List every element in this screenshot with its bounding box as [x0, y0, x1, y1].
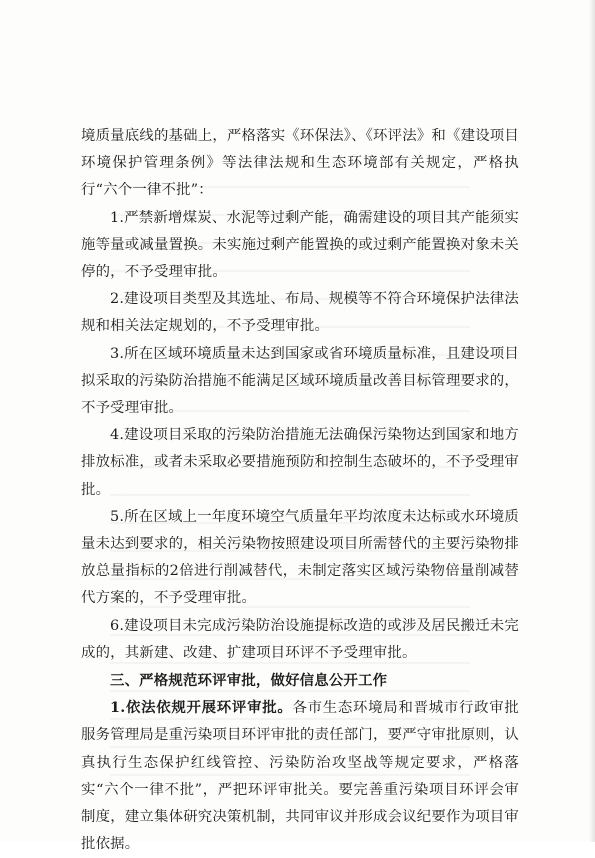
paragraph-lead-title: 1.依法依规开展环评审批。: [110, 699, 293, 717]
paragraph-lead-1: [81, 694, 519, 858]
rule-item-3: 3.所在区域环境质量未达到国家或省环境质量标准，且建设项目拟采取的污染防治措施不能满足区域环境质量改善目标管理要求的，不予受理审批。: [81, 345, 519, 417]
section-heading-3: 三、严格规范环评审批，做好信息公开工作: [110, 672, 388, 690]
rule-item-2: 2.建设项目类型及其选址、布局、规模等不符合环境保护法律法规和相关法定规划的，不予受理审批。: [81, 291, 519, 335]
paragraph-lead-body: 各市生态环境局和晋城市行政审批服务管理局是重污染项目环评审批的责任部门，要严守审批原则，认真执行生态保护红线管控、污染防治攻坚战等规定要求，严格落实“六个一律不批”，严把环评审批关。要完善重污染项目环评会审制度，建立集体研究决策机制，共同审议并形成会议纪要作为项目审批依据。: [81, 700, 519, 853]
rule-item-4: 4.建设项目采取的污染防治措施无法确保污染物达到国家和地方排放标准，或者未采取必要措施预防和控制生态破坏的，不予受理审批。: [81, 427, 519, 498]
paragraph-continuation: 境质量底线的基础上，严格落实《环保法》、《环评法》和《建设项目环境保护管理条例》等法律法规和生态环境部有关规定，严格执行“六个一律不批”：: [81, 128, 519, 199]
rule-item-6: 6.建设项目未完成污染防治设施提标改造的或涉及居民搬迁未完成的，其新建、改建、扩建项目环评不予受理审批。: [81, 617, 519, 661]
rule-item-5: 5.所在区域上一年度环境空气质量年平均浓度未达标或水环境质量未达到要求的，相关污染物按照建设项目所需替代的主要污染物排放总量指标的2倍进行削减替代，未制定落实区域污染物倍量削减替代方案的，不予受理审批。: [81, 508, 519, 607]
document-body: [81, 123, 519, 858]
rule-item-1: 1.严禁新增煤炭、水泥等过剩产能，确需建设的项目其产能须实施等量或减量置换。未实施过剩产能置换的或过剩产能置换对象未关停的，不予受理审批。: [81, 209, 519, 281]
page-edge-shadow: [589, 0, 595, 842]
